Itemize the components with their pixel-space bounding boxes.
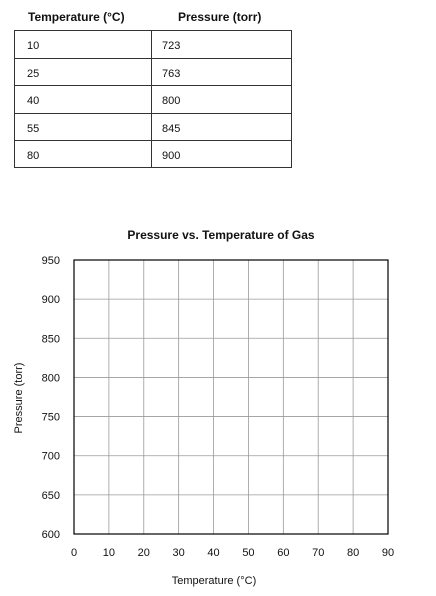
y-tick-label: 700 bbox=[41, 450, 60, 463]
x-axis-label: Temperature (°C) bbox=[171, 575, 257, 587]
x-tick-label: 40 bbox=[207, 547, 220, 559]
y-tick-label: 850 bbox=[41, 333, 60, 346]
cell-pressure: 800 bbox=[162, 95, 181, 108]
chart-title: Pressure vs. Temperature of Gas bbox=[127, 228, 315, 242]
table-row bbox=[15, 140, 291, 167]
x-tick-label: 0 bbox=[70, 547, 78, 559]
cell-pressure: 845 bbox=[162, 122, 181, 135]
x-tick-label: 20 bbox=[137, 547, 150, 559]
y-tick-label: 800 bbox=[41, 372, 60, 385]
cell-pressure: 763 bbox=[162, 68, 181, 81]
cell-temperature: 40 bbox=[15, 86, 152, 112]
x-tick-label: 90 bbox=[381, 547, 395, 559]
table-body bbox=[14, 30, 292, 168]
table-row bbox=[15, 58, 291, 85]
x-tick-label: 50 bbox=[242, 547, 255, 559]
cell-temperature: 55 bbox=[15, 114, 152, 140]
cell-temperature: 25 bbox=[15, 59, 152, 85]
x-tick-label: 30 bbox=[172, 547, 185, 559]
cell-temperature: 10 bbox=[15, 31, 152, 58]
table-row bbox=[15, 85, 291, 112]
y-tick-label: 750 bbox=[41, 411, 60, 424]
x-tick-label: 10 bbox=[102, 547, 116, 559]
y-tick-label: 900 bbox=[41, 294, 60, 307]
header-temperature: Temperature (°C) bbox=[28, 10, 125, 24]
table-header bbox=[14, 6, 293, 30]
table-row bbox=[15, 31, 291, 58]
y-tick-label: 600 bbox=[41, 529, 60, 541]
cell-temperature: 80 bbox=[15, 141, 152, 167]
cell-pressure: 900 bbox=[162, 149, 181, 162]
chart-grid bbox=[74, 260, 388, 534]
y-axis-label: Pressure (torr) bbox=[13, 362, 25, 434]
data-table bbox=[14, 6, 293, 168]
pressure-temperature-chart bbox=[0, 218, 436, 596]
table-row bbox=[15, 113, 291, 140]
x-tick-label: 80 bbox=[346, 547, 360, 559]
plot-frame bbox=[74, 260, 388, 534]
y-tick-labels bbox=[42, 255, 60, 541]
x-tick-label: 60 bbox=[277, 547, 290, 559]
x-tick-labels bbox=[71, 547, 394, 559]
header-pressure: Pressure (torr) bbox=[178, 10, 262, 24]
y-tick-label: 950 bbox=[41, 255, 60, 267]
cell-pressure: 723 bbox=[162, 40, 181, 52]
y-tick-label: 650 bbox=[41, 489, 60, 502]
x-tick-label: 70 bbox=[312, 547, 325, 559]
